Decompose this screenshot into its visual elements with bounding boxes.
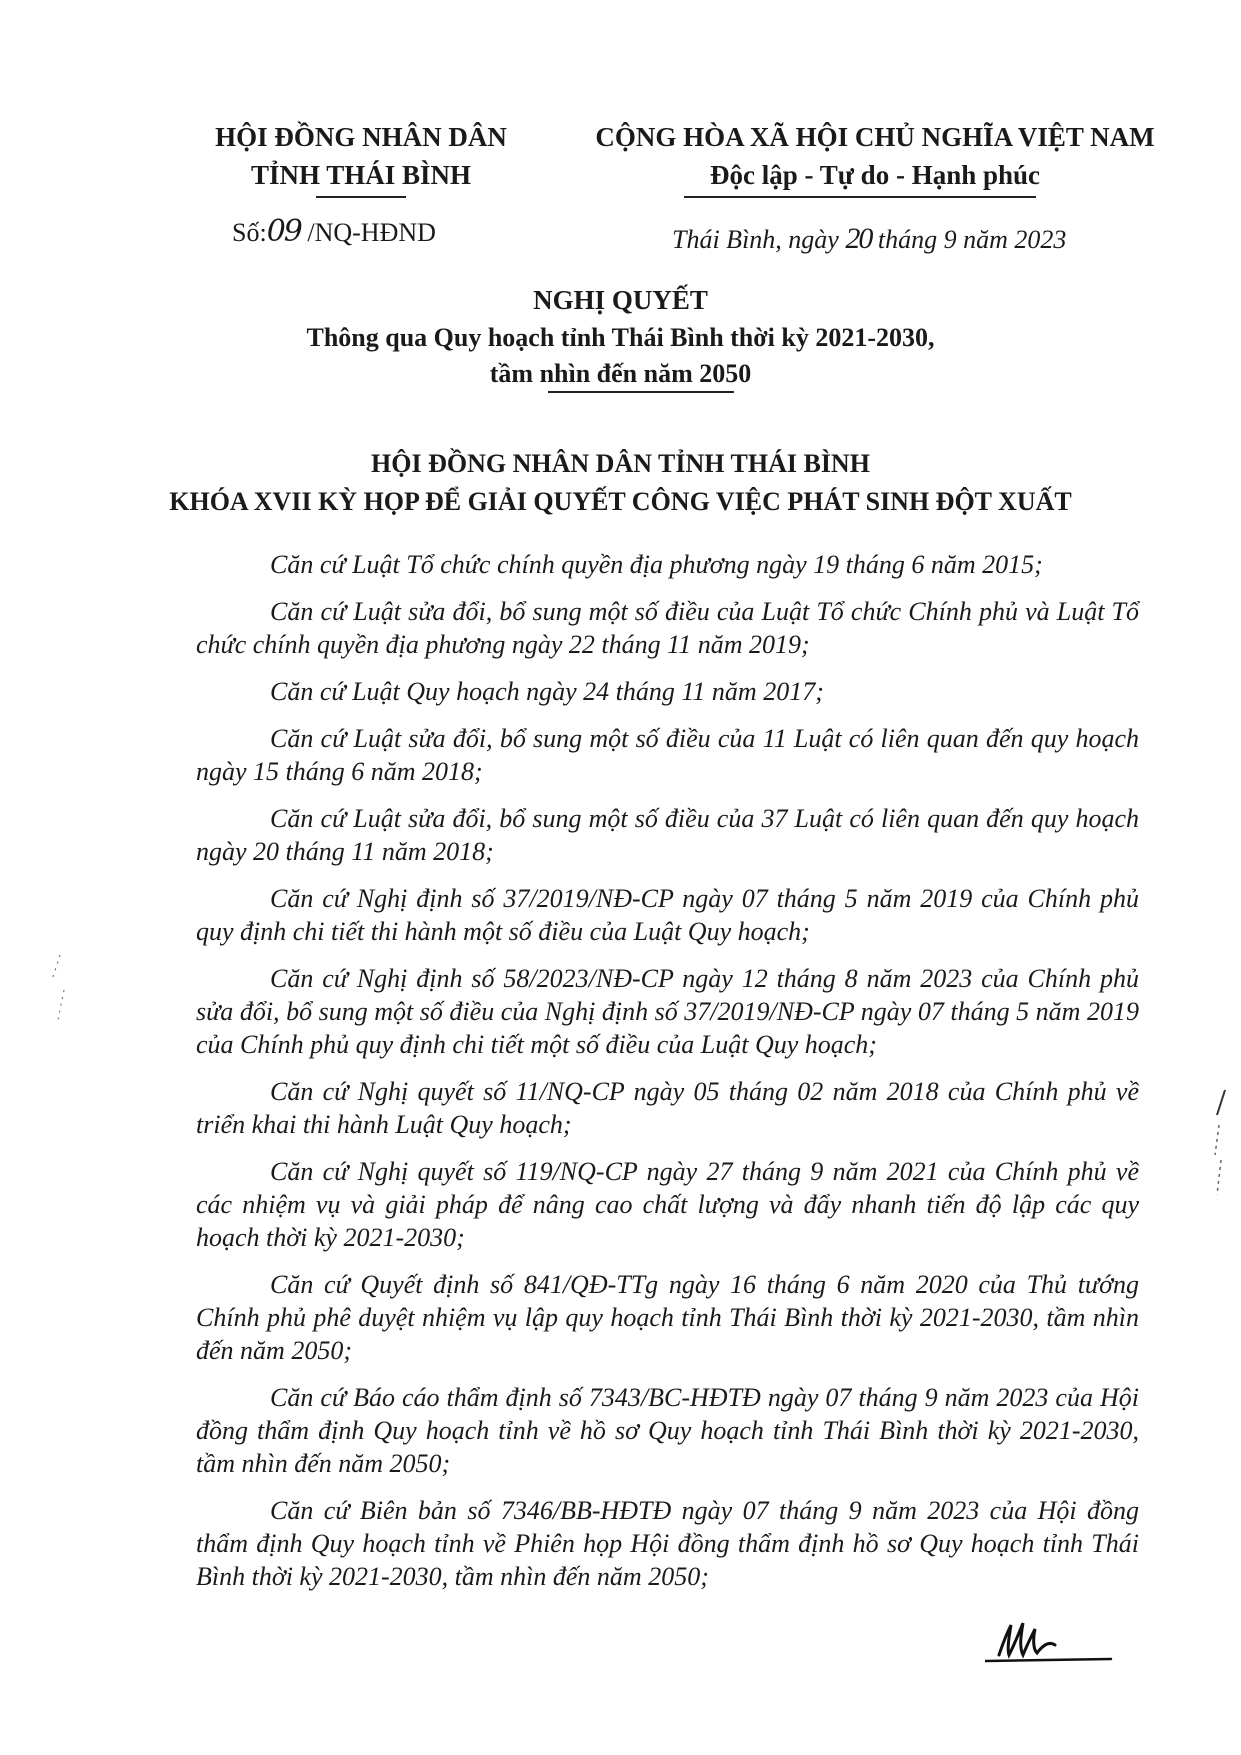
subtitle-line1: Thông qua Quy hoạch tỉnh Thái Bình thời kỳ 2021-2030, <box>306 323 935 352</box>
paragraph: Căn cứ Nghị định số 37/2019/NĐ-CP ngày 07 tháng 5 năm 2019 của Chính phủ quy định chi tiết thi hành một số điều của Luật Quy hoạch; <box>196 884 1139 946</box>
paragraph: Căn cứ Quyết định số 841/QĐ-TTg ngày 16 tháng 6 năm 2020 của Thủ tướng Chính phủ phê duyệt nhiệm vụ lập quy hoạch tỉnh Thái Bình thời kỳ 2021-2030, tầm nhìn đến năm 2050; <box>196 1270 1139 1365</box>
paragraph: Căn cứ Nghị định số 58/2023/NĐ-CP ngày 12 tháng 8 năm 2023 của Chính phủ sửa đổi, bổ sung một số điều của Nghị định số 37/2019/NĐ-CP ngày 07 tháng 5 năm 2019 của Chính phủ quy định chi tiết một số điều của Luật Quy hoạch; <box>196 964 1139 1059</box>
issuing-authority <box>196 118 526 194</box>
motto-underline <box>684 196 1036 198</box>
legal-basis-section <box>196 548 1139 1607</box>
issue-date <box>672 222 1066 256</box>
document-title: NGHỊ QUYẾT <box>533 285 708 315</box>
paragraph: Căn cứ Luật sửa đổi, bổ sung một số điều của 37 Luật có liên quan đến quy hoạch ngày 20 tháng 11 năm 2018; <box>196 804 1139 866</box>
country-name: CỘNG HÒA XÃ HỘI CHỦ NGHĨA VIỆT NAM <box>595 122 1155 152</box>
number-prefix: Số: <box>232 218 267 247</box>
document-number <box>232 214 436 249</box>
scan-speckles-icon <box>40 950 80 1030</box>
council-line1: HỘI ĐỒNG NHÂN DÂN TỈNH THÁI BÌNH <box>371 449 870 478</box>
paragraph: Căn cứ Luật sửa đổi, bổ sung một số điều của 11 Luật có liên quan đến quy hoạch ngày 15 tháng 6 năm 2018; <box>196 724 1139 786</box>
council-line2: KHÓA XVII KỲ HỌP ĐỂ GIẢI QUYẾT CÔNG VIỆC PHÁT SINH ĐỘT XUẤT <box>169 487 1072 516</box>
national-motto <box>565 118 1185 194</box>
paragraph: Căn cứ Báo cáo thẩm định số 7343/BC-HĐTĐ ngày 07 tháng 9 năm 2023 của Hội đồng thẩm định Quy hoạch tỉnh về hồ sơ Quy hoạch tỉnh Thái Bình thời kỳ 2021-2030, tầm nhìn đến năm 2050; <box>196 1383 1139 1478</box>
number-suffix: /NQ-HĐND <box>300 218 436 247</box>
scan-edge-marks-icon <box>1205 1085 1235 1215</box>
authority-underline <box>316 196 406 198</box>
title-underline <box>548 391 734 393</box>
subtitle-line2: tầm nhìn đến năm 2050 <box>489 359 752 388</box>
issuing-authority-line1: HỘI ĐỒNG NHÂN DÂN <box>215 122 507 152</box>
paragraph: Căn cứ Luật sửa đổi, bổ sung một số điều của Luật Tổ chức Chính phủ và Luật Tổ chức chính quyền địa phương ngày 22 tháng 11 năm 2019; <box>196 597 1139 659</box>
date-suffix: tháng 9 năm 2023 <box>871 225 1067 254</box>
handwritten-day: 20 <box>845 222 872 255</box>
motto: Độc lập - Tự do - Hạnh phúc <box>709 160 1041 190</box>
document-subtitle <box>0 320 1241 392</box>
paragraph: Căn cứ Nghị quyết số 11/NQ-CP ngày 05 tháng 02 năm 2018 của Chính phủ về triển khai thi hành Luật Quy hoạch; <box>196 1077 1139 1139</box>
council-heading <box>0 445 1241 521</box>
date-prefix: Thái Bình, ngày <box>672 225 846 254</box>
initials-signature-icon <box>985 1615 1115 1670</box>
handwritten-number: 09 <box>266 214 301 249</box>
paragraph: Căn cứ Luật Tổ chức chính quyền địa phương ngày 19 tháng 6 năm 2015; <box>270 550 1043 579</box>
issuing-authority-line2: TỈNH THÁI BÌNH <box>250 160 472 190</box>
paragraph: Căn cứ Luật Quy hoạch ngày 24 tháng 11 năm 2017; <box>270 677 824 706</box>
paragraph: Căn cứ Biên bản số 7346/BB-HĐTĐ ngày 07 tháng 9 năm 2023 của Hội đồng thẩm định Quy hoạch tỉnh về Phiên họp Hội đồng thẩm định hồ sơ Quy hoạch tỉnh Thái Bình thời kỳ 2021-2030, tầm nhìn đến năm 2050; <box>196 1496 1139 1591</box>
paragraph: Căn cứ Nghị quyết số 119/NQ-CP ngày 27 tháng 9 năm 2021 của Chính phủ về các nhiệm vụ và giải pháp để nâng cao chất lượng và đẩy nhanh tiến độ lập các quy hoạch thời kỳ 2021-2030; <box>196 1157 1139 1252</box>
